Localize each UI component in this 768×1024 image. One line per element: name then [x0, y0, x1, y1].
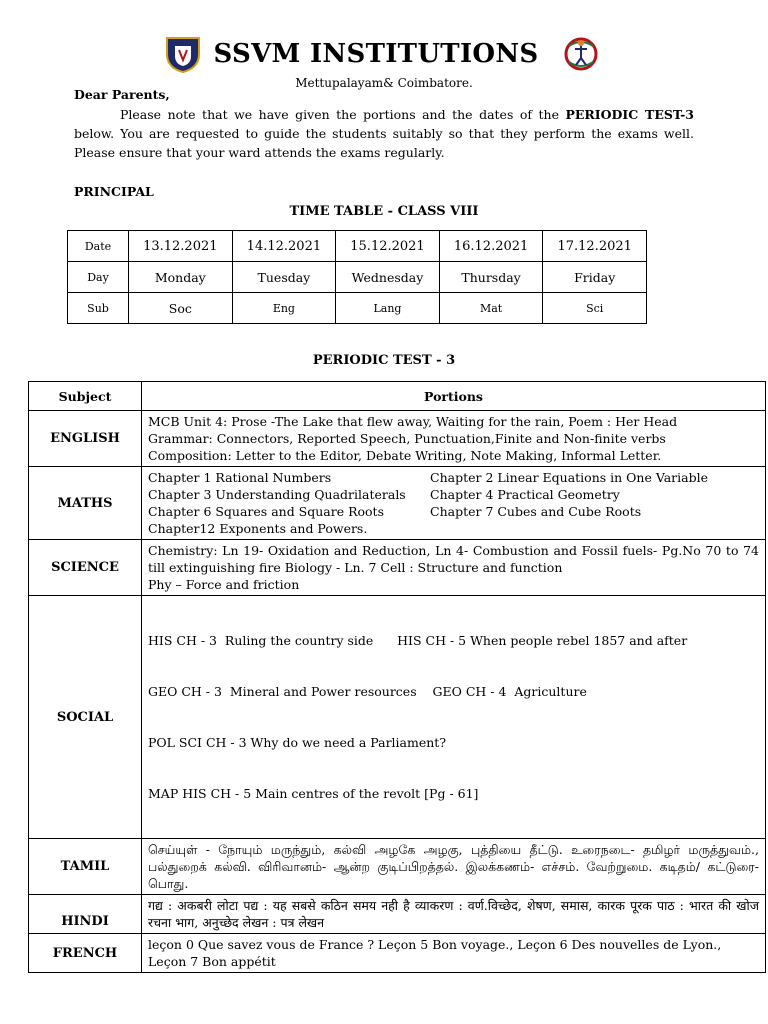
portion-line: गद्य : अकबरी लोटा पद्य : यह सबसे कठिन समय नही है व्याकरण : वर्ण.विच्छेद, शेषण, समास, कारक पूरक पाठ : भारत की खोज रचना भाग, अनुच्छेद लेखन : पत्र लेखन	[148, 898, 759, 930]
subject-name: MATHS	[29, 467, 142, 540]
portion-row-french	[29, 934, 766, 973]
date-cell: 13.12.2021	[129, 231, 233, 262]
portion-line: MCB Unit 4: Prose -The Lake that flew away, Waiting for the rain, Poem : Her Head	[148, 414, 678, 429]
subject-name: SOCIAL	[29, 596, 142, 839]
school-crest-logo	[163, 34, 203, 74]
letterhead	[0, 34, 768, 90]
portion-chapter	[430, 520, 759, 537]
day-cell: Tuesday	[232, 262, 336, 293]
portion-line: POL SCI CH - 3 Why do we need a Parliament?	[148, 735, 447, 750]
portion-row-hindi	[29, 895, 766, 934]
portion-line: செய்யுள் - நோயும் மருந்தும், கல்வி அழகே அழகு, புத்தியை தீட்டு. உரைநடை- தமிழர் மருத்துவம்., பல்துறைக் கல்வி. விரிவானம்- ஆன்ற குடிப்பிறத்தல். இலக்கணம்- எச்சம். வேற்றுமை. கடிதம்/ கட்டுரை- பொது.	[148, 842, 759, 891]
portion-line: Chemistry: Ln 19- Oxidation and Reduction, Ln 4- Combustion and Fossil fuels- Pg.No 70 to 74 till extinguishing fire Biology - Ln. 7 Cell : Structure and function	[148, 543, 759, 575]
portion-chapter: Chapter 3 Understanding Quadrilaterals	[148, 487, 406, 502]
portion-line: Composition: Letter to the Editor, Debate Writing, Note Making, Informal Letter.	[148, 448, 662, 463]
day-cell: Wednesday	[336, 262, 440, 293]
subject-cell: Sci	[543, 293, 647, 324]
row-label: Day	[68, 262, 129, 293]
institution-name: SSVM INSTITUTIONS	[213, 39, 539, 69]
portion-line: MAP HIS CH - 5 Main centres of the revolt [Pg - 61]	[148, 786, 479, 801]
portions-header-row	[29, 382, 766, 411]
portion-text	[142, 596, 766, 839]
portion-text	[142, 467, 766, 540]
title-row	[0, 34, 768, 74]
portion-line: leçon 0 Que savez vous de France ? Leçon 5 Bon voyage., Leçon 6 Des nouvelles de Lyon., Leçon 7 Bon appétit	[148, 937, 722, 969]
portion-chapter: Chapter12 Exponents and Powers.	[148, 521, 368, 536]
subject-name: FRENCH	[29, 934, 142, 973]
portion-text	[142, 934, 766, 973]
letter-body	[74, 105, 694, 162]
date-cell: 15.12.2021	[336, 231, 440, 262]
date-cell: 17.12.2021	[543, 231, 647, 262]
subject-cell: Lang	[336, 293, 440, 324]
row-label: Date	[68, 231, 129, 262]
portion-text	[142, 895, 766, 934]
portion-text	[142, 540, 766, 596]
subject-header: Subject	[29, 382, 142, 411]
subject-name: TAMIL	[29, 839, 142, 895]
periodic-test-title: PERIODIC TEST - 3	[312, 353, 456, 368]
portion-chapter: Chapter 1 Rational Numbers	[148, 470, 332, 485]
letter-body-text: Please note that we have given the portions and the dates of the PERIODIC TEST-3 below. You are requested to guide the students suitably so that they perform the exams well. Please ensure that your ward attends the exams regularly.	[74, 107, 695, 160]
timetable-subject-row	[68, 293, 647, 324]
portion-line: HIS CH - 3 Ruling the country side HIS CH - 5 When people rebel 1857 and after	[148, 633, 688, 648]
subject-name: HINDI	[29, 895, 142, 934]
day-cell: Friday	[543, 262, 647, 293]
portion-row-maths	[29, 467, 766, 540]
portion-row-english	[29, 411, 766, 467]
portion-line: Phy – Force and friction	[148, 577, 300, 592]
portion-row-science	[29, 540, 766, 596]
portion-text	[142, 839, 766, 895]
signature: PRINCIPAL	[74, 184, 154, 199]
timetable	[67, 230, 647, 324]
portion-chapter: Chapter 6 Squares and Square Roots	[148, 504, 384, 519]
portion-line: GEO CH - 3 Mineral and Power resources GEO CH - 4 Agriculture	[148, 684, 587, 699]
timetable-day-row	[68, 262, 647, 293]
subject-cell: Eng	[232, 293, 336, 324]
institution-location: Mettupalayam& Coimbatore.	[295, 76, 473, 90]
timetable-title: TIME TABLE - CLASS VIII	[289, 204, 479, 219]
date-cell: 14.12.2021	[232, 231, 336, 262]
portion-row-social	[29, 596, 766, 839]
portion-text	[142, 411, 766, 467]
portion-row-tamil	[29, 839, 766, 895]
subject-cell: Soc	[129, 293, 233, 324]
row-label: Sub	[68, 293, 129, 324]
subject-cell: Mat	[439, 293, 543, 324]
portion-chapter: Chapter 4 Practical Geometry	[430, 487, 620, 502]
portions-table	[28, 381, 766, 973]
portion-chapter: Chapter 2 Linear Equations in One Variable	[430, 470, 708, 485]
portion-chapter: Chapter 7 Cubes and Cube Roots	[430, 504, 642, 519]
portions-header: Portions	[142, 382, 766, 411]
salutation: Dear Parents,	[74, 87, 170, 102]
date-cell: 16.12.2021	[439, 231, 543, 262]
day-cell: Monday	[129, 262, 233, 293]
portion-line: Grammar: Connectors, Reported Speech, Punctuation,Finite and Non-finite verbs	[148, 431, 666, 446]
subject-name: ENGLISH	[29, 411, 142, 467]
day-cell: Thursday	[439, 262, 543, 293]
timetable-date-row	[68, 231, 647, 262]
globe-figure-logo	[557, 34, 605, 74]
subject-name: SCIENCE	[29, 540, 142, 596]
